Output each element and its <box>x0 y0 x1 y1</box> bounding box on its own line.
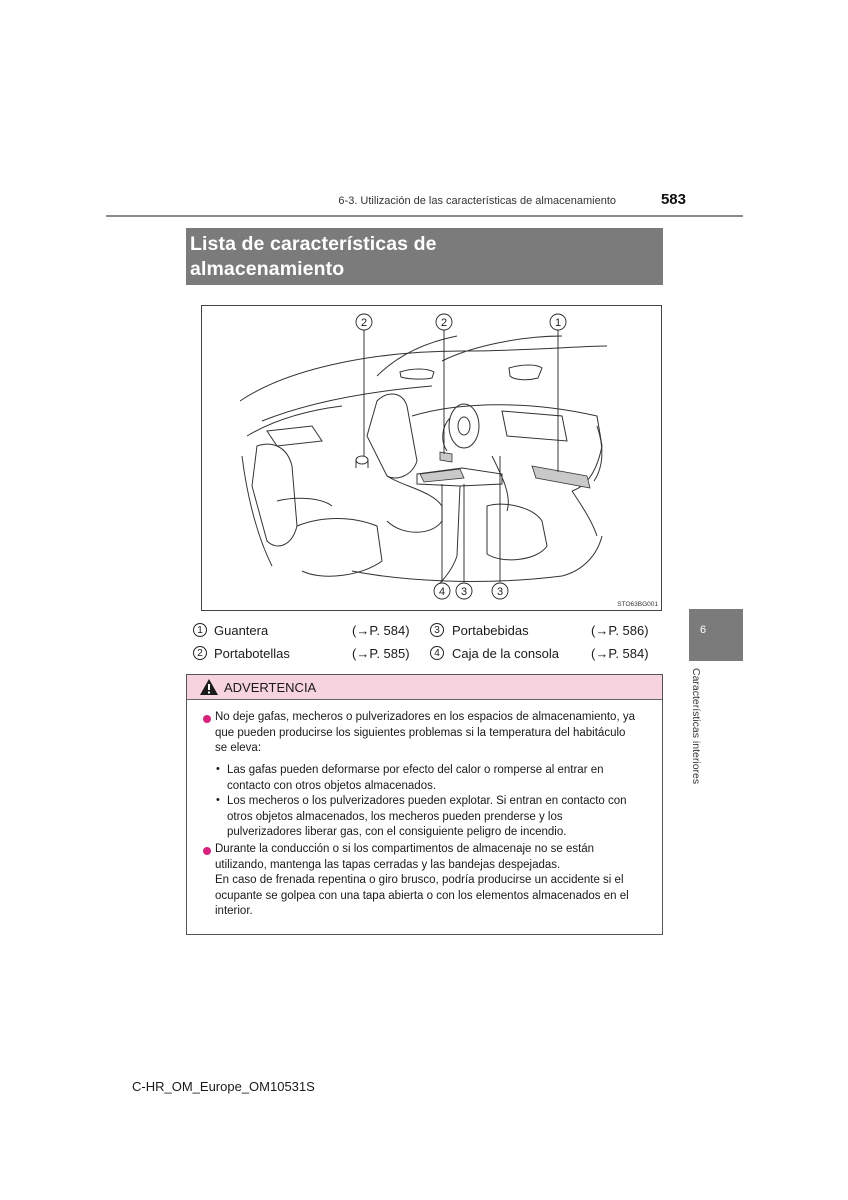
page-number: 583 <box>660 191 686 208</box>
text-line: contacto con otros objetos almacenados. <box>227 779 437 792</box>
sub-bullet: • <box>216 794 220 806</box>
chapter-label <box>690 668 706 798</box>
text-line: En caso de frenada repentina o giro brusco, podría producirse un accidente si el <box>215 874 624 887</box>
legend-label-console-box: Caja de la consola <box>452 646 559 661</box>
callout-top-3: 1 <box>554 317 562 329</box>
warning-item-1 <box>215 710 658 757</box>
steering-wheel <box>449 404 479 448</box>
glovebox-area <box>532 466 590 488</box>
rear-seat <box>252 444 297 546</box>
section-title-line-1: Lista de características de <box>190 233 437 255</box>
legend-label-glovebox: Guantera <box>214 623 269 638</box>
legend-ref[interactable]: (→P. 585) <box>352 646 410 661</box>
legend-ref[interactable]: (→P. 584) <box>352 623 410 638</box>
warning-subitem-1 <box>227 763 658 794</box>
callouts-bottom <box>434 583 508 599</box>
section-title <box>190 232 437 282</box>
text-line: que pueden producirse los siguientes problemas si la temperatura del habitáculo <box>215 726 626 739</box>
display-screen <box>502 411 567 441</box>
legend-ref[interactable]: (→P. 586) <box>591 623 649 638</box>
passenger-seat <box>487 504 547 560</box>
text-line: Los mecheros o los pulverizadores pueden explotar. Si entran en contacto con <box>227 795 627 807</box>
text-line: Las gafas pueden deformarse por efecto del calor o romperse al entrar en <box>227 764 604 776</box>
text-line: se eleva: <box>215 742 262 755</box>
callout-bottom-1: 4 <box>438 586 446 598</box>
bullet-dot <box>203 715 211 723</box>
warning-subitem-2 <box>227 794 658 841</box>
running-header-section: 6-3. Utilización de las características de almacenamiento <box>338 195 616 207</box>
legend-row-1 <box>193 622 663 642</box>
text-line: interior. <box>215 905 253 918</box>
floor-line <box>352 536 602 581</box>
text-line: utilizando, mantenga las tapas cerradas y las bandejas despejadas. <box>215 858 561 871</box>
text-line: No deje gafas, mecheros o pulverizadores en los espacios de almacenamiento, ya <box>215 711 635 723</box>
legend-row-2 <box>193 645 663 665</box>
sub-bullet: • <box>216 763 220 775</box>
text-line: Durante la conducción o si los compartimentos de almacenaje no se están <box>215 843 595 855</box>
text-line: pulverizadores liberar gas, con el consiguiente peligro de incendio. <box>227 826 567 839</box>
warning-box <box>186 674 663 935</box>
rear-view-mirror <box>509 365 542 380</box>
car-interior-drawing <box>202 306 663 612</box>
legend-num: 3 <box>430 623 444 637</box>
callout-top-1: 2 <box>360 317 368 329</box>
driver-seat <box>367 394 417 478</box>
roof-line <box>240 346 607 401</box>
callout-bottom-2: 3 <box>460 586 468 598</box>
warning-header <box>187 675 662 700</box>
warning-heading: ADVERTENCIA <box>224 680 317 695</box>
section-title-box <box>186 228 663 285</box>
footer-code: C-HR_OM_Europe_OM10531S <box>132 1079 315 1094</box>
bullet-dot <box>203 847 211 855</box>
legend-ref[interactable]: (→P. 584) <box>591 646 649 661</box>
interior-illustration <box>201 305 662 611</box>
legend-label-bottle-holder: Portabotellas <box>214 646 290 661</box>
figure-code: STO63BG001 <box>617 601 658 608</box>
bottle-holder <box>356 456 368 464</box>
section-title-line-2: almacenamiento <box>190 258 345 280</box>
warning-triangle-icon <box>199 678 219 696</box>
cup-holder-area <box>440 452 452 462</box>
callout-top-2: 2 <box>440 317 448 329</box>
callouts-top <box>356 314 566 330</box>
legend-num: 4 <box>430 646 444 660</box>
chapter-label-text: Características interiores <box>690 668 702 785</box>
text-line: otros objetos almacenados, los mecheros pueden prenderse y los <box>227 810 563 823</box>
header-rule <box>106 215 743 217</box>
warning-item-2 <box>215 842 658 920</box>
console-box-area <box>420 469 464 482</box>
chapter-tab[interactable] <box>689 609 743 661</box>
callout-bottom-3: 3 <box>496 586 504 598</box>
text-line: ocupante se golpea con una tapa abierta o con los elementos almacenados en el <box>215 889 629 902</box>
legend-label-cupholder: Portabebidas <box>452 623 529 638</box>
legend-num: 1 <box>193 623 207 637</box>
legend-num: 2 <box>193 646 207 660</box>
chapter-number: 6 <box>700 624 707 636</box>
